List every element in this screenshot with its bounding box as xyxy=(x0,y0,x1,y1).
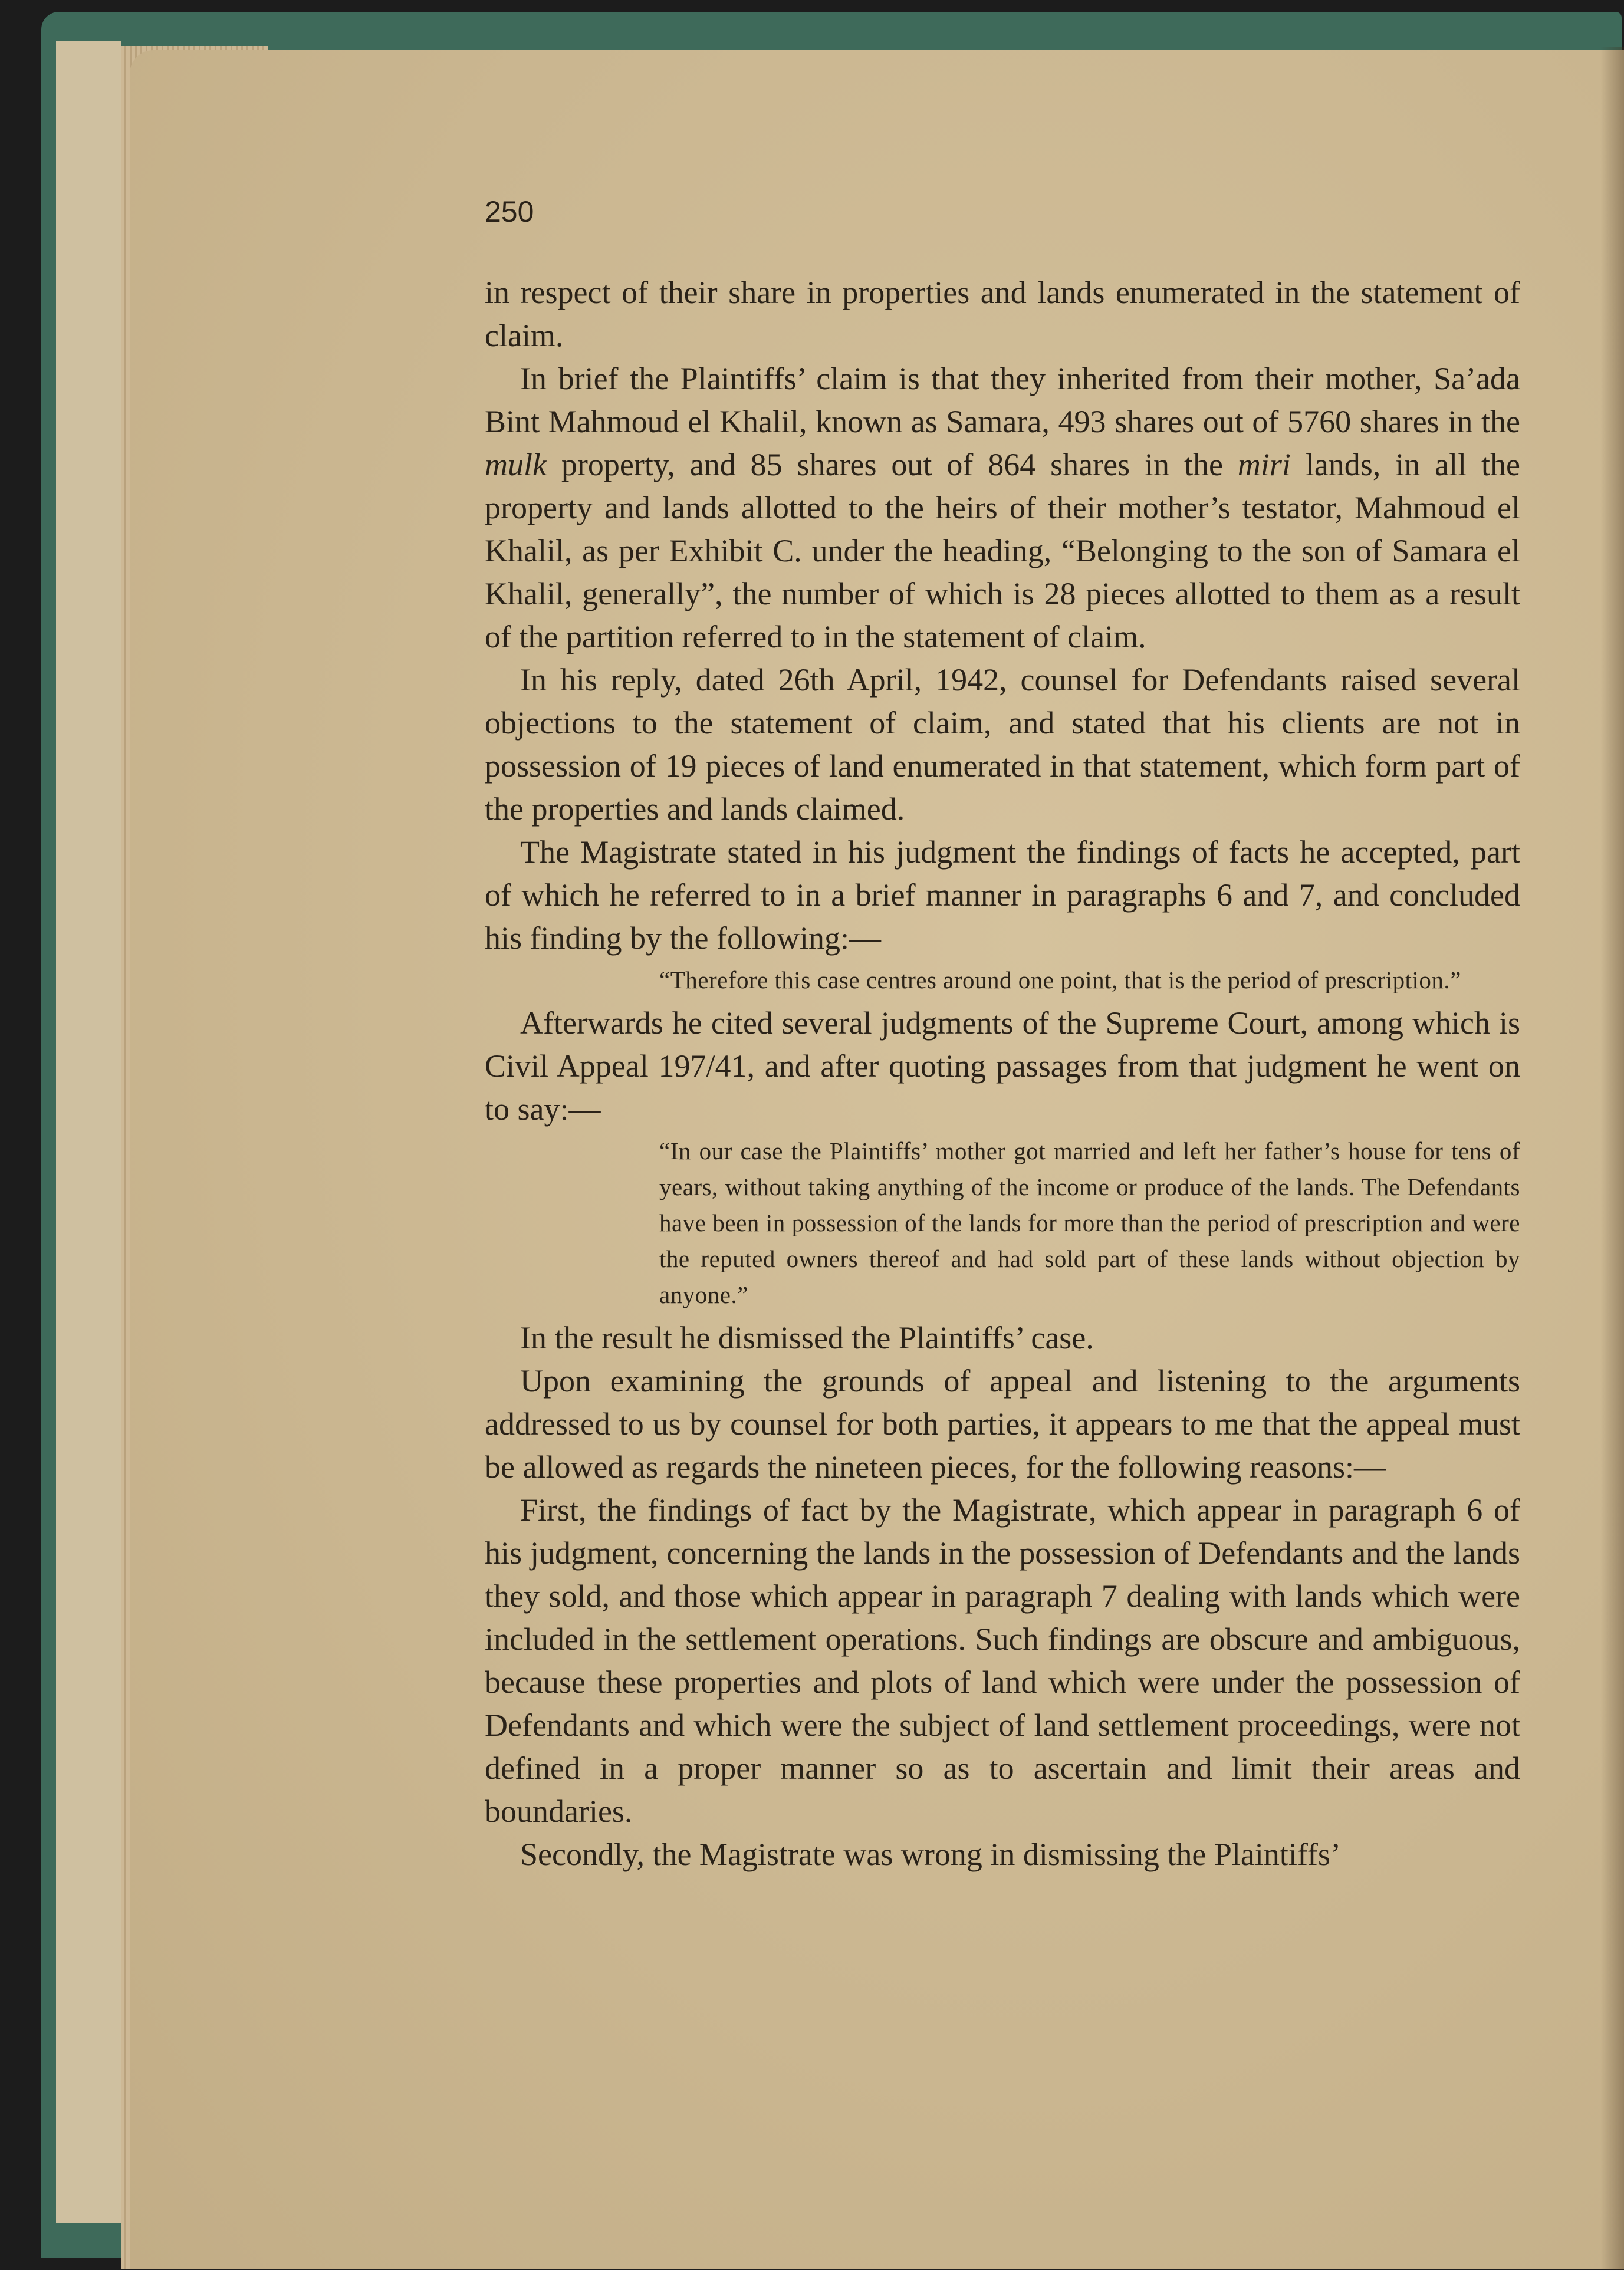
paragraph: In his reply, dated 26th April, 1942, counsel for Defendants raised several objections to the statement of claim, and stated that his clients are not in possession of 19 pieces of land enumerated in that statement, which form part of the properties and lands claimed. xyxy=(485,662,1520,827)
page-number: 250 xyxy=(485,195,534,228)
paragraph: First, the findings of fact by the Magistrate, which appear in paragraph 6 of his judgment, concerning the lands in the possession of Defendants and the lands they sold, and those which appear in paragraph 7 dealing with lands which were included in the settlement operations. Such findings are obscure and ambiguous, because these properties and plots of land which were under the possession of Defendants and which were the subject of land settlement proceedings, were not defined in a proper manner so as to ascertain and limit their areas and boundaries. xyxy=(485,1492,1520,1829)
paragraph: In the result he dismissed the Plaintiffs’ case. xyxy=(520,1320,1094,1356)
body-text xyxy=(485,271,1520,1876)
inner-cover-board xyxy=(56,41,121,2223)
paragraph: in respect of their share in properties and lands enumerated in the statement of claim. xyxy=(485,275,1520,353)
paragraph: Secondly, the Magistrate was wrong in dismissing the Plaintiffs’ xyxy=(520,1837,1341,1872)
page-shadow xyxy=(1600,47,1624,2270)
block-quote: “Therefore this case centres around one point, that is the period of prescription.” xyxy=(659,966,1461,993)
paragraph: Upon examining the grounds of appeal and listening to the arguments addressed to us by counsel for both parties, it appears to me that the appeal must be allowed as regards the nineteen pieces, for the following reasons:— xyxy=(485,1363,1520,1485)
paragraph: In brief the Plaintiffs’ claim is that they inherited from their mother, Sa’ada Bint Mahmoud el Khalil, known as Samara, 493 shares out of 5760 shares in the mulk property, and 85 shares out of 864 shares in the miri lands, in all the property and lands allotted to the heirs of their mother’s testator, Mahmoud el Khalil, as per Exhibit C. under the heading, “Belonging to the son of Samara el Khalil, generally”, the number of which is 28 pieces allotted to them as a result of the partition referred to in the statement of claim. xyxy=(485,361,1521,654)
paragraph: The Magistrate stated in his judgment the findings of facts he accepted, part of which he referred to in a brief manner in paragraphs 6 and 7, and concluded his finding by the following:— xyxy=(485,834,1520,956)
paragraph: Afterwards he cited several judgments of the Supreme Court, among which is Civil Appeal 197/41, and after quoting passages from that judgment he went on to say:— xyxy=(485,1005,1520,1127)
block-quote: “In our case the Plaintiffs’ mother got married and left her father’s house for tens of years, without taking anything of the income or produce of the lands. The Defendants have been in possession of the lands for more than the period of prescription and were the reputed owners thereof and had sold part of these lands without objection by anyone.” xyxy=(659,1137,1520,1308)
